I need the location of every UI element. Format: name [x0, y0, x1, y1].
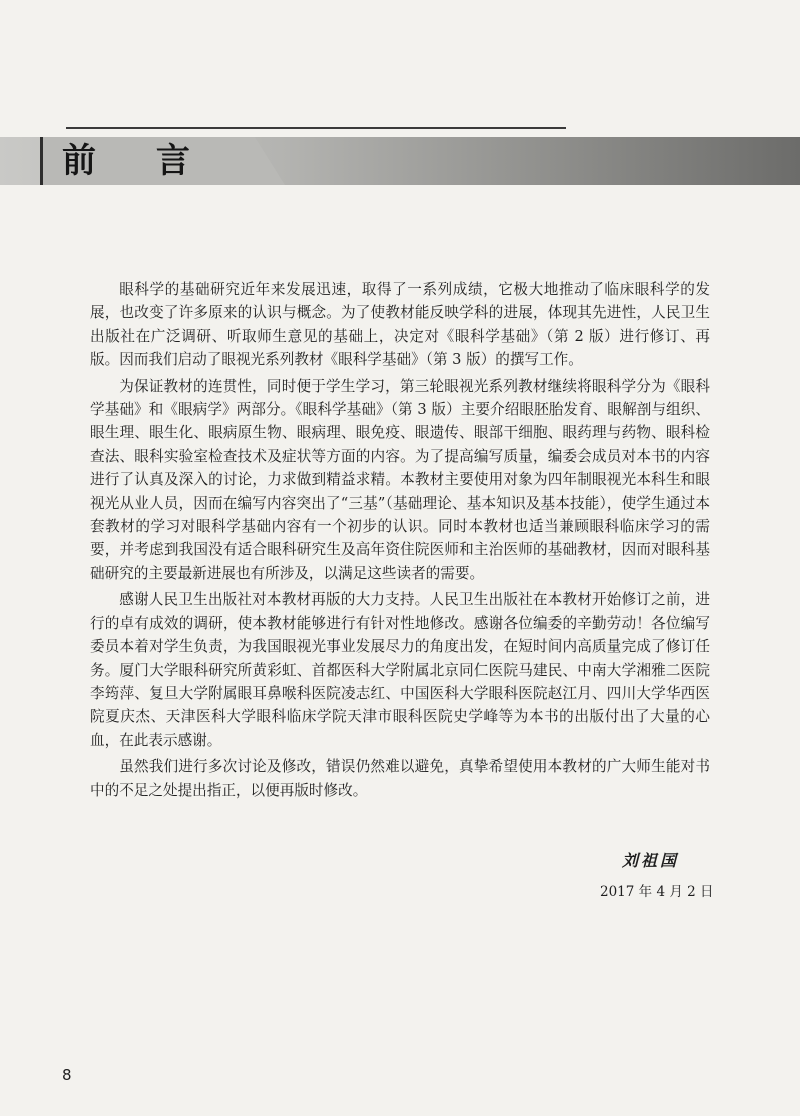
paragraph: 为保证教材的连贯性，同时便于学生学习，第三轮眼视光系列教材继续将眼科学分为《眼科学基础》和《眼病学》两部分。《眼科学基础》（第 3 版）主要介绍眼胚胎发育、眼解剖与组织、眼生理、眼生化、眼病原生物、眼病理、眼免疫、眼遗传、眼部干细胞、眼药理与药物、眼科检查法、眼科实验室检查技术及症状等方面的内容。为了提高编写质量，编委会成员对本书的内容进行了认真及深入的讨论，力求做到精益求精。本教材主要使用对象为四年制眼视光本科生和眼视光从业人员，因而在编写内容突出了“三基”（基础理论、基本知识及基本技能），使学生通过本套教材的学习对眼科学基础内容有一个初步的认识。同时本教材也适当兼顾眼科临床学习的需要，并考虑到我国没有适合眼科研究生及高年资住院医师和主治医师的基础教材，因而对眼科基础研究的主要最新进展也有所涉及，以满足这些读者的需要。	[90, 377, 710, 582]
title-tab-edge	[40, 137, 43, 185]
signature-date: 2017 年 4 月 2 日	[600, 884, 714, 900]
page-title: 前 言	[62, 141, 214, 181]
author-signature: 刘祖国	[622, 851, 680, 870]
header-rule	[66, 127, 566, 129]
page-number: 8	[62, 1066, 72, 1084]
paragraph: 感谢人民卫生出版社对本教材再版的大力支持。人民卫生出版社在本教材开始修订之前，进行的卓有成效的调研，使本教材能够进行有针对性地修改。感谢各位编委的辛勤劳动！各位编写委员本着对学生负责，为我国眼视光事业发展尽力的角度出发，在短时间内高质量完成了修订任务。厦门大学眼科研究所黄彩虹、首都医科大学附属北京同仁医院马建民、中南大学湘雅二医院李筠萍、复旦大学附属眼耳鼻喉科医院凌志红、中国医科大学眼科医院赵江月、四川大学华西医院夏庆杰、天津医科大学眼科临床学院天津市眼科医院史学峰等为本书的出版付出了大量的心血，在此表示感谢。	[90, 591, 710, 749]
paragraph: 眼科学的基础研究近年来发展迅速，取得了一系列成绩，它极大地推动了临床眼科学的发展，也改变了许多原来的认识与概念。为了使教材能反映学科的进展，体现其先进性，人民卫生出版社在广泛调研、听取师生意见的基础上，决定对《眼科学基础》（第 2 版）进行修订、再版。因而我们启动了眼视光系列教材《眼科学基础》（第 3 版）的撰写工作。	[90, 281, 710, 369]
paragraph: 虽然我们进行多次讨论及修改，错误仍然难以避免，真挚希望使用本教材的广大师生能对书中的不足之处提出指正，以便再版时修改。	[90, 758, 710, 799]
preface-body	[90, 278, 710, 805]
